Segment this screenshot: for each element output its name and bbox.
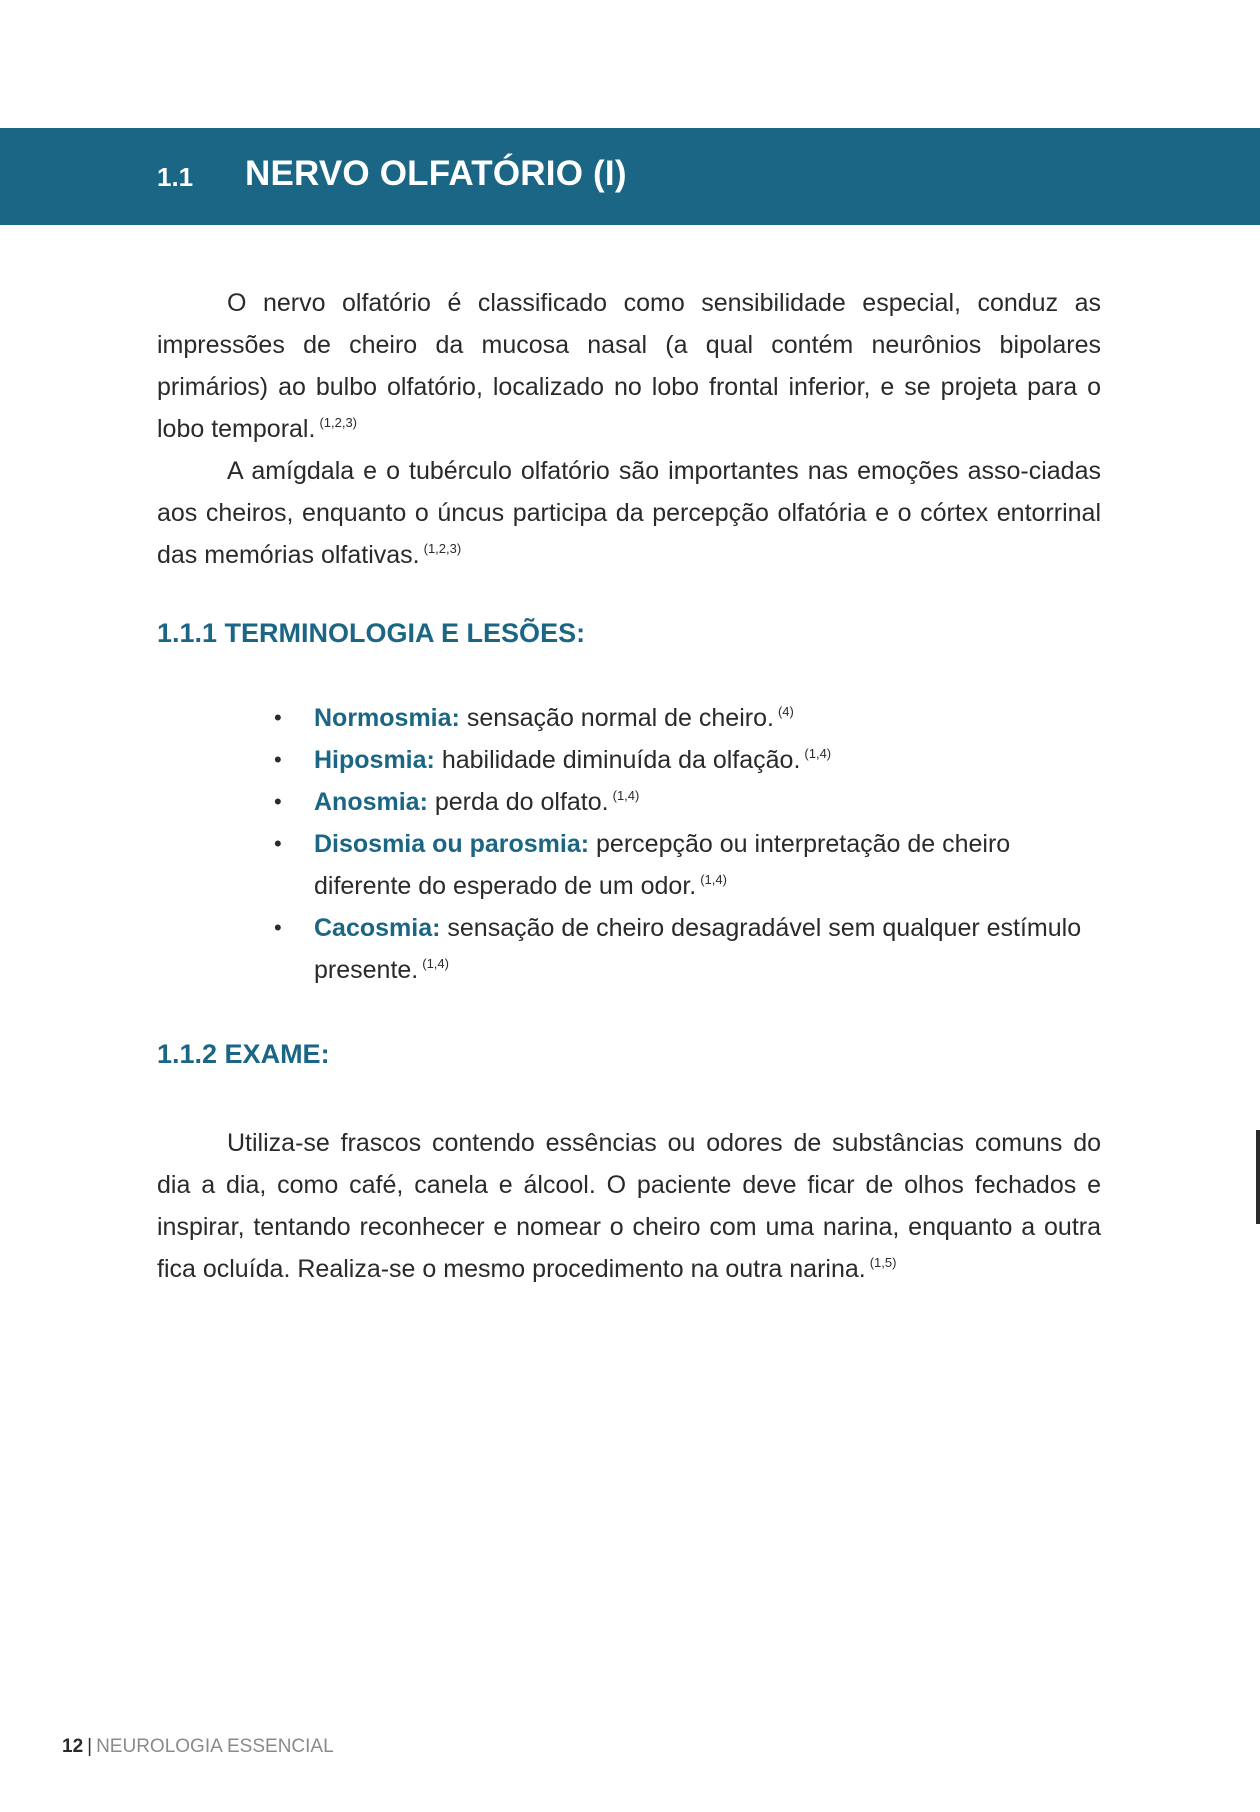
citation: (1,5) [869,1255,897,1270]
term-label: Disosmia ou parosmia: [314,830,590,858]
term-label: Cacosmia: [314,914,441,942]
citation: (1,2,3) [319,415,358,430]
list-item [274,823,1104,907]
list-item [274,697,1104,739]
citation: (4) [777,704,794,719]
bullet-icon: • [274,789,282,814]
book-title: NEUROLOGIA ESSENCIAL [96,1736,334,1757]
bullet-icon: • [274,747,282,772]
citation: (1,4) [422,956,449,971]
intro-paragraph-2 [157,450,1101,576]
exam-paragraph [157,1122,1101,1290]
term-definition: habilidade diminuída da olfação. [441,746,801,774]
term-definition: sensação normal de cheiro. [466,704,774,732]
term-definition: sensação de cheiro desagradável sem qualquer estímulo presente. [314,914,1082,984]
list-item [274,739,1104,781]
section-heading-terminology: 1.1.1 TERMINOLOGIA E LESÕES: [157,618,586,648]
term-definition: percepção ou interpretação de cheiro diferente do esperado de um odor. [314,830,1011,900]
section-heading-exam: 1.1.2 EXAME: [157,1039,330,1069]
terminology-list [274,697,1104,991]
chapter-banner [0,128,1260,225]
intro-paragraph-1 [157,282,1101,450]
citation: (1,4) [612,788,640,803]
page-edge-marker [1256,1130,1260,1224]
citation: (1,4) [700,872,727,887]
term-definition: perda do olfato. [434,788,609,816]
footer-separator: | [87,1736,93,1757]
bullet-icon: • [274,705,282,730]
bullet-icon: • [274,831,282,856]
list-item [274,781,1104,823]
term-label: Anosmia: [314,788,428,816]
chapter-title: NERVO OLFATÓRIO (I) [245,154,627,193]
list-item [274,907,1104,991]
term-label: Hiposmia: [314,746,435,774]
term-label: Normosmia: [314,704,460,732]
intro-paragraph-2-text: A amígdala e o tubérculo olfatório são importantes nas emoções asso-ciadas aos cheiros, enquanto o úncus participa da percepção olfatória e o córtex entorrinal das memórias olfativas. [157,457,1101,569]
bullet-icon: • [274,915,282,940]
citation: (1,2,3) [423,541,462,556]
exam-paragraph-text: Utiliza-se frascos contendo essências ou odores de substâncias comuns do dia a dia, como café, canela e álcool. O paciente deve ficar de olhos fechados e inspirar, tentando reconhecer e nomear o cheiro com uma narina, enquanto a outra fica ocluída. Realiza-se o mesmo procedimento na outra narina. [157,1129,1101,1283]
intro-text [157,282,1101,576]
citation: (1,4) [804,746,832,761]
exam-text [157,1122,1101,1290]
chapter-number: 1.1 [157,162,194,192]
intro-paragraph-1-text: O nervo olfatório é classificado como sensibilidade especial, conduz as impressões de cheiro da mucosa nasal (a qual contém neurônios bipolares primários) ao bulbo olfatório, localizado no lobo frontal inferior, e se projeta para o lobo temporal. [157,289,1101,443]
page-footer [62,1736,334,1758]
page-number: 12 [62,1736,84,1757]
